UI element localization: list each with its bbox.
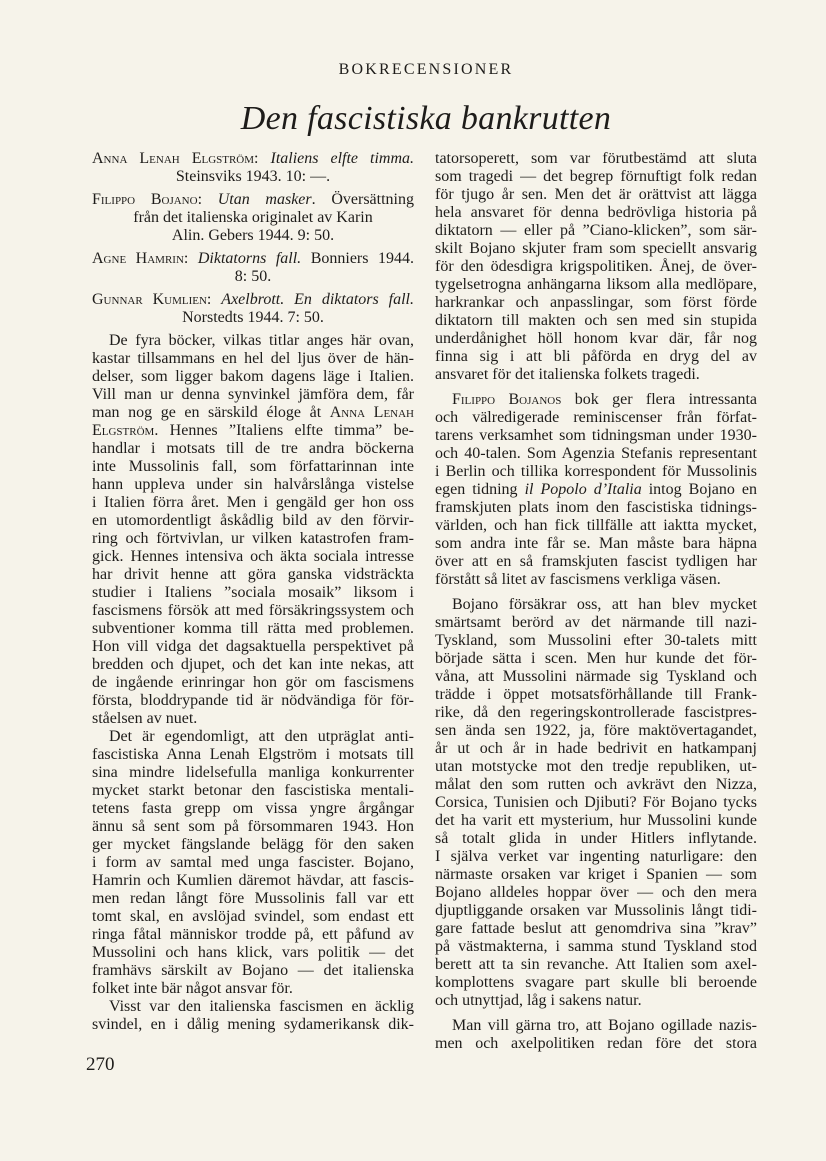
text-segment: tatorsoperett, som var förutbestämd att sluta bbox=[435, 150, 757, 167]
text-line bbox=[92, 782, 414, 800]
text-line bbox=[92, 692, 414, 710]
text-line bbox=[92, 150, 414, 168]
text-line bbox=[92, 291, 414, 309]
text-segment: fascismens försök att med försäkringssystem och bbox=[92, 602, 414, 619]
text-line bbox=[92, 638, 414, 656]
text-line bbox=[92, 548, 414, 566]
text-segment: och utnyttjad, låg i sakens natur. bbox=[435, 992, 642, 1009]
text-line bbox=[435, 535, 757, 553]
text-line bbox=[92, 512, 414, 530]
text-line bbox=[435, 240, 757, 258]
text-segment: från det italienska originalet av Karin bbox=[133, 209, 373, 226]
text-segment: Det är egendomligt, att den utpräglat anti- bbox=[109, 728, 414, 745]
text-segment: : bbox=[206, 291, 222, 308]
text-line bbox=[435, 830, 757, 848]
text-line bbox=[435, 150, 757, 168]
text-line bbox=[435, 1017, 757, 1035]
italic-title: Axelbrott. En diktators fall. bbox=[221, 291, 414, 308]
text-segment: bredden och djupet, och det kan inte nekas, att bbox=[92, 656, 414, 673]
text-line bbox=[92, 764, 414, 782]
author-name: Filippo Bojano bbox=[92, 191, 198, 208]
text-line bbox=[92, 476, 414, 494]
text-segment: våna, att Mussolini närmade sig Tyskland och bbox=[435, 668, 757, 685]
text-segment: harkrankar och anpasslingar, som först förde bbox=[435, 294, 757, 311]
text-segment: Man vill gärna tro, att Bojano ogillade nazis- bbox=[452, 1017, 757, 1034]
author-name: Elgström bbox=[92, 422, 155, 439]
text-segment: rike, då den regeringskontrollerade fascistpres- bbox=[435, 704, 757, 721]
text-line bbox=[435, 499, 757, 517]
text-line bbox=[435, 1035, 757, 1053]
text-line bbox=[92, 728, 414, 746]
text-line bbox=[435, 276, 757, 294]
bibliography-entry bbox=[92, 150, 414, 186]
text-line bbox=[435, 920, 757, 938]
text-line bbox=[435, 722, 757, 740]
article-title: Den fascistiska bankrutten bbox=[240, 100, 612, 137]
text-line bbox=[92, 404, 414, 422]
paragraph bbox=[92, 998, 414, 1034]
text-segment: fascistiska Anna Lenah Elgström i motsats till bbox=[92, 746, 414, 763]
text-line bbox=[435, 902, 757, 920]
text-line bbox=[92, 227, 414, 245]
text-line bbox=[92, 440, 414, 458]
text-segment: : bbox=[183, 250, 198, 267]
text-line bbox=[435, 884, 757, 902]
text-line bbox=[435, 312, 757, 330]
paragraph bbox=[435, 391, 757, 589]
text-segment: . Hennes ”Italiens elfte timma” be- bbox=[154, 422, 414, 439]
text-line bbox=[92, 908, 414, 926]
text-line bbox=[92, 998, 414, 1016]
text-segment: egen tidning bbox=[435, 481, 525, 498]
text-line bbox=[435, 463, 757, 481]
text-segment: studier i Italiens ”sociala mosaik” liksom i bbox=[92, 584, 414, 601]
text-line bbox=[435, 366, 757, 384]
text-line bbox=[92, 890, 414, 908]
text-line bbox=[92, 309, 414, 327]
text-segment: tygelsetrogna anhängarna liksom alla medlöpare, bbox=[435, 276, 757, 293]
text-line bbox=[92, 494, 414, 512]
text-segment: de ingående erinringar hon gör om fascismens bbox=[92, 674, 414, 691]
text-segment: på västmakterna, i samma stund Tyskland stod bbox=[435, 938, 757, 955]
text-line bbox=[92, 674, 414, 692]
italic-title: il Popolo d’Italia bbox=[524, 481, 642, 498]
italic-title: Utan masker bbox=[217, 191, 312, 208]
text-line bbox=[92, 386, 414, 404]
text-line bbox=[435, 668, 757, 686]
text-segment: Corsica, Tunisien och Djibuti? För Bojano tycks bbox=[435, 794, 757, 811]
text-line bbox=[435, 758, 757, 776]
text-segment: skilt Bojano skjuter fram som speciellt ansvarig bbox=[435, 240, 757, 257]
text-segment: De fyra böcker, vilkas titlar anges här ovan, bbox=[109, 332, 414, 349]
text-line bbox=[435, 517, 757, 535]
text-line bbox=[92, 422, 414, 440]
text-segment: Norstedts 1944. 7: 50. bbox=[182, 309, 324, 326]
text-line bbox=[435, 409, 757, 427]
text-line bbox=[435, 571, 757, 589]
text-segment: gick. Hennes intensiva och äkta sociala intresse bbox=[92, 548, 414, 565]
text-segment: I själva verket var ingenting naturligare: den bbox=[435, 848, 757, 865]
text-line bbox=[92, 602, 414, 620]
text-segment: ståelsen av nuet. bbox=[92, 710, 198, 727]
text-line bbox=[435, 348, 757, 366]
text-segment: kastar tillsammans en hel del ljus över de hän- bbox=[92, 350, 414, 367]
text-line bbox=[92, 620, 414, 638]
text-segment: diktatorn — eller på ”Ciano-klicken”, som sär- bbox=[435, 222, 757, 239]
text-line bbox=[435, 812, 757, 830]
text-segment: framskjuten plats inom den fascistiska tidnings- bbox=[435, 499, 757, 516]
text-line bbox=[435, 794, 757, 812]
text-segment: underdånighet höll honom kvar där, får nog bbox=[435, 330, 757, 347]
text-line bbox=[92, 458, 414, 476]
text-line bbox=[92, 800, 414, 818]
text-segment: : bbox=[254, 150, 271, 167]
text-segment: 8: 50. bbox=[234, 268, 272, 285]
text-segment: Vill man ur denna synvinkel jämföra dem, får bbox=[92, 386, 414, 403]
text-segment: men och axelpolitiken redan före det stora bbox=[435, 1035, 757, 1052]
text-segment: i Berlin och tillika korrespondent för Mussolinis bbox=[435, 463, 757, 480]
text-segment: Hon vill vidga det dagsaktuella perspektivet på bbox=[92, 638, 414, 655]
text-line bbox=[92, 250, 414, 268]
text-segment: utan motstycke mot den tredje republiken, ut- bbox=[435, 758, 757, 775]
text-line bbox=[435, 391, 757, 409]
text-segment: tomt skal, en avslöjad svindel, som endast ett bbox=[92, 908, 414, 925]
text-segment: i Italien förra året. Men i gengäld ger hon oss bbox=[92, 494, 414, 511]
text-segment: över att en så framskjuten fascist tydligen har bbox=[435, 553, 757, 570]
text-segment: diktatorn till makten och sen med sin stupida bbox=[435, 312, 757, 329]
text-segment: år ut och år in hade bedrivit en hatkampanj bbox=[435, 740, 757, 757]
text-line bbox=[92, 268, 414, 286]
text-segment: tarens verksamhet som tidningsman under 1930- bbox=[435, 427, 757, 444]
text-line bbox=[435, 974, 757, 992]
text-line bbox=[92, 854, 414, 872]
text-line bbox=[435, 553, 757, 571]
paragraph bbox=[435, 596, 757, 1010]
text-line bbox=[435, 632, 757, 650]
author-name: Anna Lenah Elgström bbox=[92, 150, 255, 167]
text-line bbox=[92, 530, 414, 548]
text-segment: delser, som ligger bakom dagens läge i Italien. bbox=[92, 368, 414, 385]
text-line bbox=[92, 926, 414, 944]
text-segment: målat den som rutten och avkrävt den Nizza, bbox=[435, 776, 757, 793]
text-segment: . Översättning bbox=[311, 191, 414, 208]
text-segment: sen ända sen 1922, ja, före maktövertagandet, bbox=[435, 722, 757, 739]
text-line bbox=[435, 596, 757, 614]
text-line bbox=[92, 980, 414, 998]
text-segment: svindel, en i dålig mening sydamerikansk dik- bbox=[92, 1016, 414, 1033]
text-line bbox=[435, 866, 757, 884]
text-line bbox=[92, 962, 414, 980]
text-segment: Hamrin och Kumlien däremot hävdar, att fascis- bbox=[92, 872, 414, 889]
text-line bbox=[435, 186, 757, 204]
text-segment: : bbox=[197, 191, 218, 208]
text-segment: för den ödesdigra krigspolitiken. Ånej, de över- bbox=[435, 258, 757, 275]
text-line bbox=[92, 350, 414, 368]
text-line bbox=[92, 818, 414, 836]
text-segment: handlar i motsats till de tre andra böckerna bbox=[92, 440, 414, 457]
text-line bbox=[435, 427, 757, 445]
text-line bbox=[92, 209, 414, 227]
text-segment: Mussolini och hans klick, vars politik — det bbox=[92, 944, 414, 961]
text-line bbox=[435, 686, 757, 704]
text-line bbox=[435, 222, 757, 240]
text-line bbox=[435, 992, 757, 1010]
text-segment: Bojano försäkrar oss, att han blev mycket bbox=[452, 596, 757, 613]
bibliography-entry bbox=[92, 250, 414, 286]
text-segment: det ha varit ett mysterium, hur Mussolini kunde bbox=[435, 812, 757, 829]
text-segment: så totalt glida in under Hitlers inflytande. bbox=[435, 830, 757, 847]
text-segment: som tragedi — det begrep förnuftigt folk redan bbox=[435, 168, 757, 185]
text-line bbox=[435, 258, 757, 276]
text-line bbox=[435, 848, 757, 866]
text-segment: inte Mussolinis fall, som författarinnan inte bbox=[92, 458, 414, 475]
text-segment: smärtsamt berörd av det närmande till nazi- bbox=[435, 614, 757, 631]
text-line bbox=[435, 445, 757, 463]
text-line bbox=[435, 294, 757, 312]
text-segment: Alin. Gebers 1944. 9: 50. bbox=[171, 227, 335, 244]
text-line bbox=[435, 204, 757, 222]
text-line bbox=[435, 776, 757, 794]
bibliography-entry bbox=[92, 191, 414, 245]
author-name: Filippo Bojanos bbox=[452, 391, 562, 408]
text-line bbox=[435, 938, 757, 956]
author-name: Agne Hamrin bbox=[92, 250, 184, 267]
left-body-text bbox=[92, 332, 414, 1034]
text-segment: mycket starkt betonar den fascistiska mentali- bbox=[92, 782, 414, 799]
bibliography-list bbox=[92, 150, 414, 327]
text-segment: ger mycket fängslande belägg för den saken bbox=[92, 836, 414, 853]
text-segment: världen, och han fick tillfälle att iaktta mycket, bbox=[435, 517, 757, 534]
text-segment: komplottens svagare part skulle bli beroende bbox=[435, 974, 757, 991]
text-line bbox=[435, 614, 757, 632]
text-segment: djuptliggande orsaken var Mussolinis långt tidi- bbox=[435, 902, 757, 919]
text-segment: tetens fasta grepp om vissa yngre årgångar bbox=[92, 800, 414, 817]
text-segment: men redan långt före Mussolinis fall var ett bbox=[92, 890, 414, 907]
text-line bbox=[435, 650, 757, 668]
page-number: 270 bbox=[86, 1054, 115, 1075]
text-segment: framhävs särskilt av Bojano — det italienska bbox=[92, 962, 414, 979]
text-segment: hela ansvaret för denna bedrövliga historia på bbox=[435, 204, 757, 221]
paragraph bbox=[435, 150, 757, 384]
author-name: Anna Lenah bbox=[329, 404, 414, 421]
text-line bbox=[435, 740, 757, 758]
text-line bbox=[92, 746, 414, 764]
text-segment: började sätta i scen. Men hur kunde det för- bbox=[435, 650, 757, 667]
text-segment: subventioner komma till rätta med problemen. bbox=[92, 620, 414, 637]
text-line bbox=[92, 836, 414, 854]
text-line bbox=[92, 566, 414, 584]
text-segment: intog Bojano en bbox=[641, 481, 757, 498]
text-line bbox=[92, 872, 414, 890]
text-segment: första, bloddrypande tid är nödvändiga för för- bbox=[92, 692, 414, 709]
text-segment: Bonniers 1944. bbox=[301, 250, 414, 267]
text-line bbox=[92, 1016, 414, 1034]
text-line bbox=[92, 368, 414, 386]
italic-title: Diktatorns fall. bbox=[197, 250, 302, 267]
italic-title: Italiens elfte timma. bbox=[270, 150, 415, 167]
text-line bbox=[92, 710, 414, 728]
left-column bbox=[92, 150, 414, 1034]
text-segment: man nog ge en särskild éloge åt bbox=[92, 404, 330, 421]
text-segment: Bojano alldeles hoppar över — och den mera bbox=[435, 884, 757, 901]
text-line bbox=[92, 168, 414, 186]
text-segment: närmaste orsaken var kriget i Spanien — som bbox=[435, 866, 757, 883]
text-segment: har drivit henne att göra ganska vidsträckta bbox=[92, 566, 414, 583]
text-line bbox=[435, 704, 757, 722]
paragraph bbox=[92, 332, 414, 728]
right-column bbox=[435, 150, 757, 1060]
text-segment: trädde i öppet motsatsförhållande till Frank- bbox=[435, 686, 757, 703]
text-segment: bok ger flera intressanta bbox=[561, 391, 757, 408]
text-line bbox=[92, 332, 414, 350]
text-segment: ring och förtvivlan, ur vilken katastrofen fram- bbox=[92, 530, 414, 547]
text-segment: Tyskland, som Mussolini efter 30-talets mitt bbox=[435, 632, 757, 649]
text-segment: berett att ta sin revanche. Att Italien som axel- bbox=[435, 956, 757, 973]
section-heading: BOKRECENSIONER bbox=[338, 61, 514, 78]
text-segment: hann uppleva under sin halvårslånga vistelse bbox=[92, 476, 414, 493]
text-segment: en utomordentligt åskådlig bild av den förvir- bbox=[92, 512, 414, 529]
text-segment: finna sig i att bli påförda en dryg del av bbox=[435, 348, 757, 365]
text-line bbox=[435, 956, 757, 974]
text-line bbox=[435, 330, 757, 348]
text-segment: förstått så litet av fascismens verkliga väsen. bbox=[435, 571, 721, 588]
text-segment: ännu så sent som på försommaren 1943. Hon bbox=[92, 818, 414, 835]
text-segment: Steinsviks 1943. 10: —. bbox=[175, 168, 331, 185]
text-segment: och välredigerade reminiscenser från förfat- bbox=[435, 409, 757, 426]
text-segment: gare fattade beslut att genomdriva sina ”krav” bbox=[435, 920, 757, 937]
text-segment: ansvaret för det italienska folkets tragedi. bbox=[435, 366, 700, 383]
text-segment: folket inte bär något ansvar för. bbox=[92, 980, 293, 997]
text-line bbox=[92, 191, 414, 209]
author-name: Gunnar Kumlien bbox=[92, 291, 207, 308]
bibliography-entry bbox=[92, 291, 414, 327]
text-segment: för tjugo år sen. Men det är orättvist att lägga bbox=[435, 186, 757, 203]
text-segment: i form av samtal med unga fascister. Bojano, bbox=[92, 854, 414, 871]
text-line bbox=[92, 944, 414, 962]
text-segment: och 40-talen. Som Agenzia Stefanis representant bbox=[435, 445, 757, 462]
text-segment: sina mindre lidelsefulla manliga konkurrenter bbox=[92, 764, 414, 781]
text-line bbox=[92, 584, 414, 602]
text-line bbox=[92, 656, 414, 674]
text-line bbox=[435, 168, 757, 186]
paragraph bbox=[92, 728, 414, 998]
text-segment: Visst var den italienska fascismen en äcklig bbox=[109, 998, 414, 1015]
text-line bbox=[435, 481, 757, 499]
paragraph bbox=[435, 1017, 757, 1053]
text-segment: som andra inte får se. Man måste bara häpna bbox=[435, 535, 757, 552]
text-segment: ringa fåtal människor trodde på, ett påfund av bbox=[92, 926, 414, 943]
